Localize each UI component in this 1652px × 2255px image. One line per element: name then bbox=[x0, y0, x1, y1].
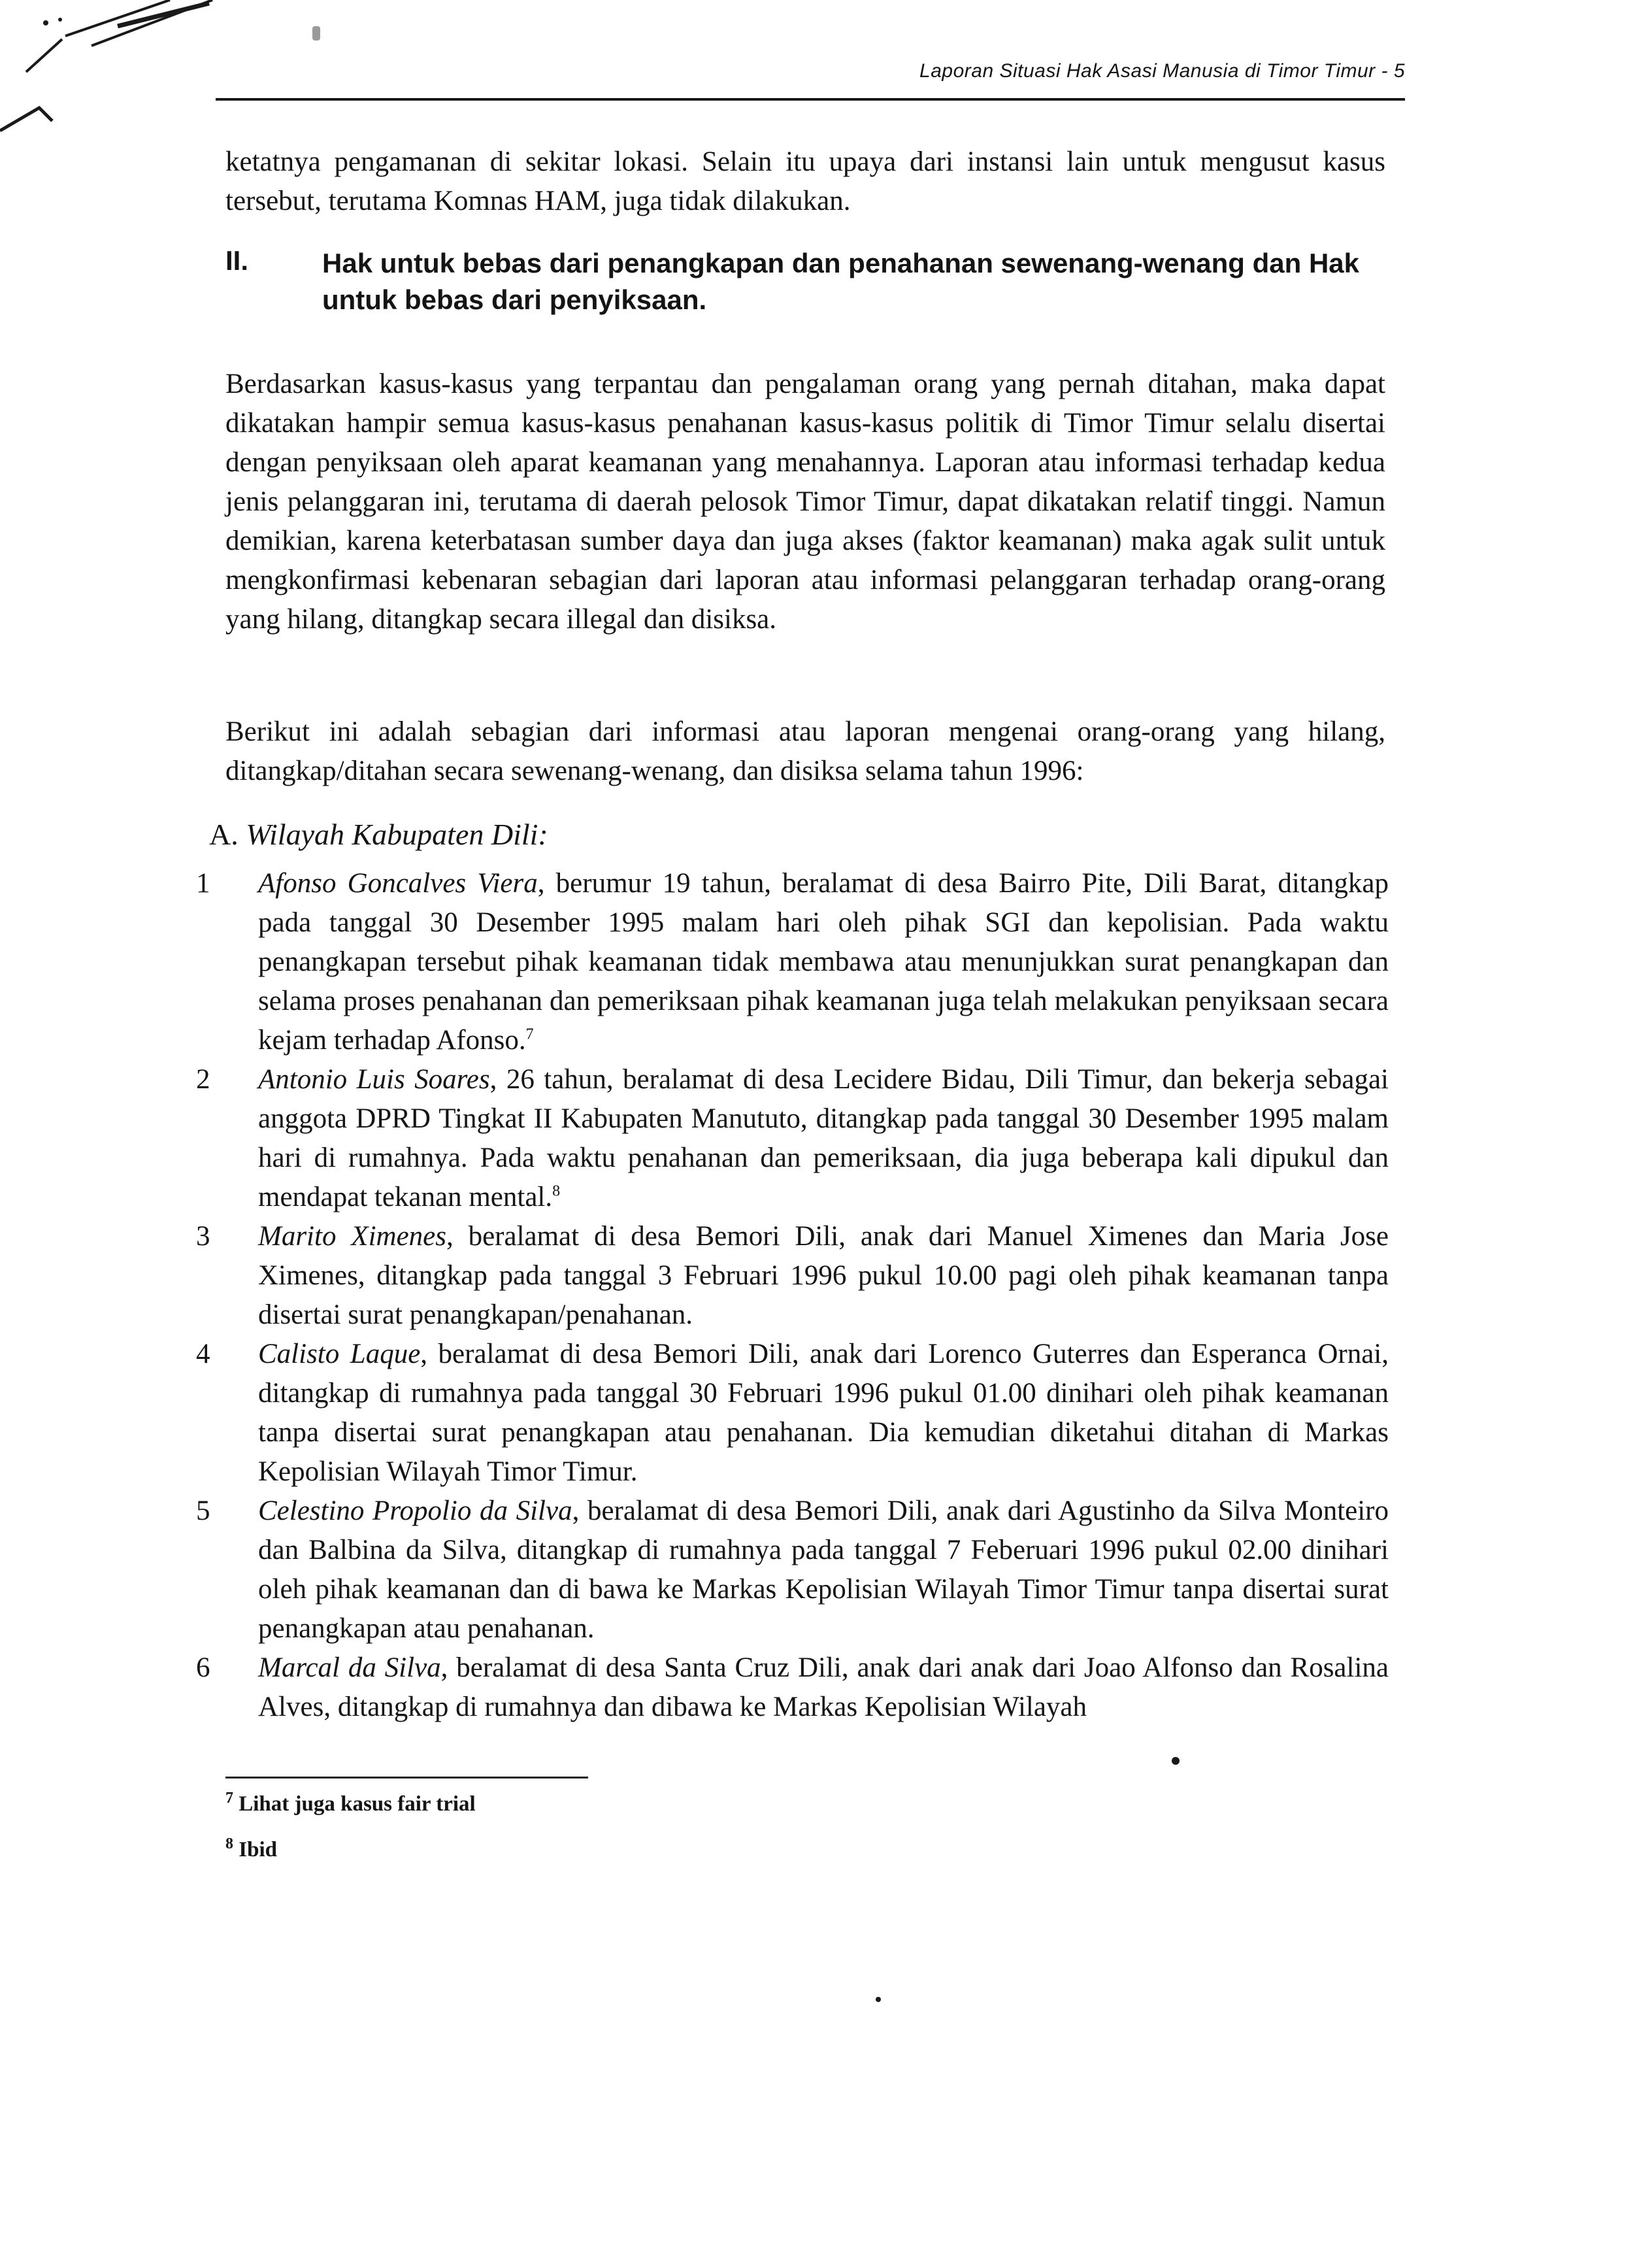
person-name: Calisto Laque bbox=[258, 1339, 421, 1369]
footnotes bbox=[225, 1792, 814, 1884]
person-name: Marito Ximenes bbox=[258, 1221, 446, 1252]
person-name: Celestino Propolio da Silva bbox=[258, 1495, 572, 1526]
scan-speck bbox=[876, 1997, 881, 2002]
item-number: 3 bbox=[196, 1221, 210, 1252]
running-header: Laporan Situasi Hak Asasi Manusia di Timor Timur - 5 bbox=[919, 60, 1405, 82]
footnote-item bbox=[225, 1835, 814, 1884]
footnote-text: Ibid bbox=[239, 1838, 277, 1862]
item-text: , beralamat di desa Santa Cruz Dili, anak dari anak dari Joao Alfonso dan Rosalina Alves, ditangkap di rumahnya dan dibawa ke Markas Kepolisian Wilayah bbox=[258, 1652, 1389, 1722]
footnote-rule bbox=[225, 1777, 588, 1779]
item-text: , berumur 19 tahun, beralamat di desa Bairro Pite, Dili Barat, ditangkap pada tanggal 30 Desember 1995 malam hari oleh pihak SGI dan kepolisian. Pada waktu penangkapan tersebut pihak keamanan tidak membawa atau menunjukkan surat penangkapan dan selama proses penahanan dan pemeriksaan pihak keamanan juga telah melakukan penyiksaan secara kejam terhadap Afonso. bbox=[258, 868, 1389, 1056]
item-body bbox=[258, 1335, 1389, 1492]
item-body bbox=[258, 1492, 1389, 1648]
list-item bbox=[196, 1335, 1389, 1492]
person-name: Marcal da Silva bbox=[258, 1652, 441, 1683]
footnote-item bbox=[225, 1792, 814, 1838]
scan-speck bbox=[312, 26, 320, 41]
item-body bbox=[258, 1217, 1389, 1335]
footnote-mark: 7 bbox=[225, 1790, 233, 1807]
list-item bbox=[196, 1060, 1389, 1217]
subsection-title: Wilayah Kabupaten Dili: bbox=[246, 818, 548, 851]
item-text: , 26 tahun, beralamat di desa Lecidere Bidau, Dili Timur, dan bekerja sebagai anggota DPRD Tingkat II Kabupaten Manututo, ditangkap pada tanggal 30 Desember 1995 malam hari di rumahnya. Pada waktu penahanan dan pemeriksaan, dia juga beberapa kali dipukul dan mendapat tekanan mental. bbox=[258, 1064, 1389, 1212]
body-paragraph-2: Berikut ini adalah sebagian dari informasi atau laporan mengenai orang-orang yang hilang, ditangkap/ditahan secara sewenang-wenang, dan disiksa selama tahun 1996: bbox=[225, 716, 1385, 786]
item-number: 1 bbox=[196, 868, 210, 899]
body-paragraph-1: Berdasarkan kasus-kasus yang terpantau dan pengalaman orang yang pernah ditahan, maka dapat dikatakan hampir semua kasus-kasus penahanan kasus-kasus politik di Timor Timur selalu disertai dengan penyiksaan oleh aparat keamanan yang menahannya. Laporan atau informasi terhadap kedua jenis pelanggaran ini, terutama di daerah pelosok Timor Timur, dapat dikatakan relatif tinggi. Namun demikian, karena keterbatasan sumber daya dan juga akses (faktor keamanan) maka agak sulit untuk mengkonfirmasi kebenaran sebagian dari laporan atau informasi pelanggaran terhadap orang-orang yang hilang, ditangkap secara illegal dan disiksa. bbox=[225, 369, 1385, 635]
item-text: , beralamat di desa Bemori Dili, anak dari Agustinho da Silva Monteiro dan Balbina da Silva, ditangkap di rumahnya pada tanggal 7 Feberuari 1996 pukul 02.00 dinihari oleh pihak keamanan dan di bawa ke Markas Kepolisian Wilayah Timor Timur tanpa disertai surat penangkapan atau penahanan. bbox=[258, 1495, 1389, 1644]
section-number: II. bbox=[225, 245, 249, 276]
list-item bbox=[196, 864, 1389, 1060]
case-list bbox=[196, 864, 1389, 1727]
footnote-text: Lihat juga kasus fair trial bbox=[239, 1792, 476, 1816]
item-body bbox=[258, 1648, 1389, 1727]
scan-speck bbox=[1172, 1757, 1180, 1765]
item-text: , beralamat di desa Bemori Dili, anak dari Manuel Ximenes dan Maria Jose Ximenes, ditangkap pada tanggal 3 Februari 1996 pukul 10.00 pagi oleh pihak keamanan tanpa disertai surat penangkapan/penahanan. bbox=[258, 1221, 1389, 1330]
scan-artifact-marks bbox=[0, 0, 235, 150]
item-number: 4 bbox=[196, 1339, 210, 1369]
section-title: Hak untuk bebas dari penangkapan dan penahanan sewenang-wenang dan Hak untuk bebas dari penyiksaan. bbox=[322, 248, 1360, 315]
footnote-mark: 8 bbox=[225, 1835, 233, 1852]
subsection-letter: A. bbox=[209, 818, 239, 851]
list-item bbox=[196, 1492, 1389, 1648]
person-name: Afonso Goncalves Viera bbox=[258, 868, 538, 899]
footnote-ref: 8 bbox=[552, 1182, 561, 1200]
item-body bbox=[258, 864, 1389, 1060]
item-body bbox=[258, 1060, 1389, 1217]
footnote-ref: 7 bbox=[525, 1026, 534, 1043]
list-item bbox=[196, 1648, 1389, 1727]
header-rule bbox=[216, 98, 1405, 101]
item-text: , beralamat di desa Bemori Dili, anak dari Lorenco Guterres dan Esperanca Ornai, ditangkap di rumahnya pada tanggal 30 Februari 1996 pukul 01.00 dinihari oleh pihak keamanan tanpa disertai surat penangkapan atau penahanan. Dia kemudian diketahui ditahan di Markas Kepolisian Wilayah Timor Timur. bbox=[258, 1339, 1389, 1487]
subsection-heading bbox=[209, 817, 548, 852]
list-item bbox=[196, 1217, 1389, 1335]
item-number: 5 bbox=[196, 1495, 210, 1526]
continued-paragraph: ketatnya pengamanan di sekitar lokasi. Selain itu upaya dari instansi lain untuk mengusut kasus tersebut, terutama Komnas HAM, juga tidak dilakukan. bbox=[225, 146, 1385, 216]
item-number: 2 bbox=[196, 1064, 210, 1095]
item-number: 6 bbox=[196, 1652, 210, 1683]
person-name: Antonio Luis Soares bbox=[258, 1064, 490, 1095]
